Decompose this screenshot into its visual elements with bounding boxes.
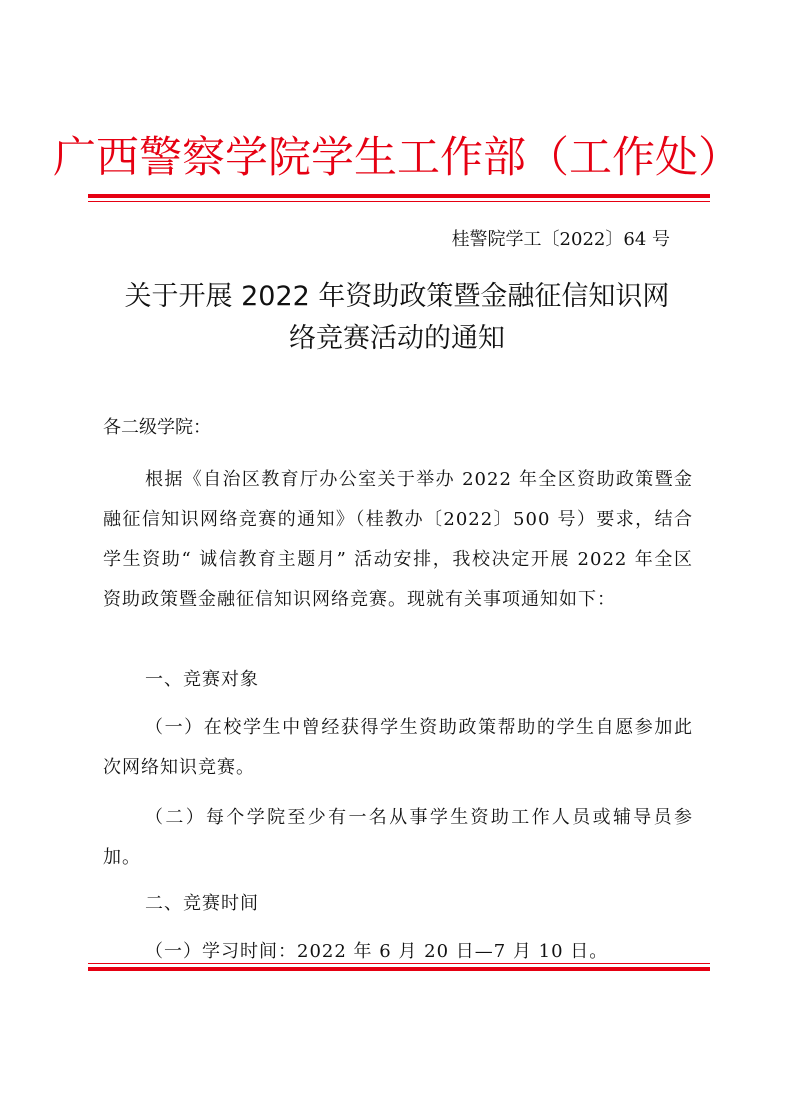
letterhead-rule-thin <box>88 201 710 202</box>
document-number: 桂警院学工〔2022〕64 号 <box>451 229 670 250</box>
document-title-line-2: 络竞赛活动的通知 <box>289 323 505 354</box>
document-title-line-1: 关于开展 2022 年资助政策暨金融征信知识网 <box>124 281 670 312</box>
document-title <box>80 276 714 360</box>
org-letterhead-title: 广西警察学院学生工作部（工作处） <box>53 133 741 183</box>
footer-rule-thin <box>88 963 710 964</box>
letterhead-rule-thick <box>88 194 710 198</box>
footer-rule-thick <box>88 967 710 971</box>
paragraph-intro: 根据《自治区教育厅办公室关于举办 2022 年全区资助政策暨金融征信知识网络竞赛的通知》（桂教办〔2022〕500 号）要求，结合学生资助“ 诚信教育主题月” 活动安排，我校决定开展 2022 年全区资助政策暨金融征信知识网络竞赛。现就有关事项通知如下： <box>103 469 693 610</box>
section-1-item-2: （二）每个学院至少有一名从事学生资助工作人员或辅导员参加。 <box>103 807 693 868</box>
section-1-heading: 一、竞赛对象 <box>145 669 259 690</box>
section-1-item-1: （一）在校学生中曾经获得学生资助政策帮助的学生自愿参加此次网络知识竞赛。 <box>103 717 693 778</box>
section-2-item-1: （一）学习时间：2022 年 6 月 20 日—7 月 10 日。 <box>145 941 609 962</box>
section-2-heading: 二、竞赛时间 <box>145 893 259 914</box>
salutation: 各二级学院： <box>103 417 211 438</box>
